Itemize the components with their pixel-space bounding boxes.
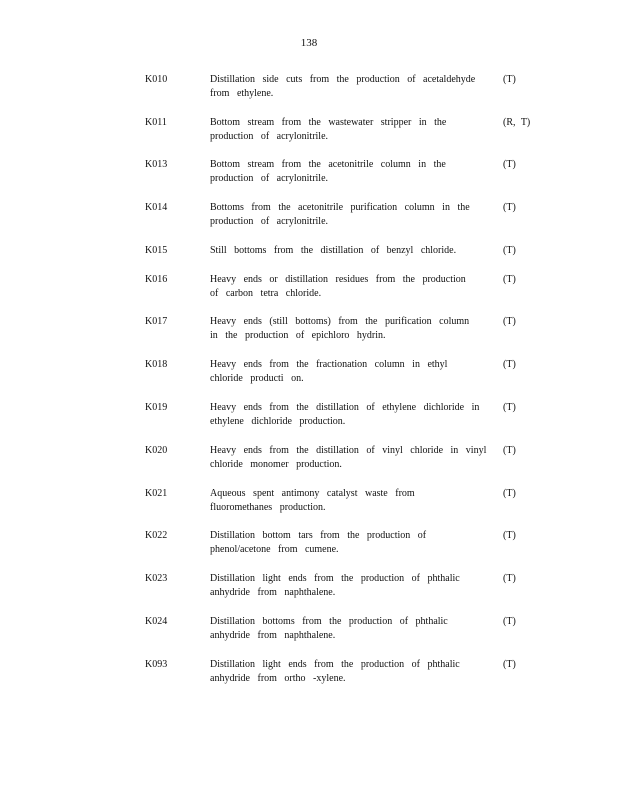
waste-code: K017 bbox=[145, 316, 168, 327]
waste-description bbox=[210, 73, 492, 101]
waste-code: K013 bbox=[145, 159, 168, 170]
description-line-1: Distillation light ends from the production of phthalic bbox=[210, 573, 460, 584]
hazard-code: (R, T) bbox=[503, 117, 531, 128]
hazard-code: (T) bbox=[503, 616, 516, 627]
description-line-1: Heavy ends from the fractionation column in ethyl bbox=[210, 359, 448, 370]
hazard-code: (T) bbox=[503, 659, 516, 670]
description-line-1: Distillation bottom tars from the production of bbox=[210, 530, 427, 541]
description-line-1: Aqueous spent antimony catalyst waste from bbox=[210, 488, 415, 499]
description-line-2: from ethylene. bbox=[210, 88, 274, 99]
waste-description bbox=[210, 116, 492, 144]
hazard-code: (T) bbox=[503, 573, 516, 584]
description-line-1: Heavy ends or distillation residues from the production bbox=[210, 274, 466, 285]
description-line-1: Bottoms from the acetonitrile purification column in the bbox=[210, 202, 470, 213]
waste-description bbox=[210, 529, 492, 557]
hazard-code: (T) bbox=[503, 245, 516, 256]
description-line-1: Distillation side cuts from the production of acetaldehyde bbox=[210, 74, 476, 85]
description-line-1: Bottom stream from the wastewater stripper in the bbox=[210, 117, 447, 128]
waste-code: K018 bbox=[145, 359, 168, 370]
waste-description bbox=[210, 201, 492, 229]
description-line-2: production of acrylonitrile. bbox=[210, 131, 329, 142]
waste-code: K010 bbox=[145, 74, 168, 85]
waste-description bbox=[210, 615, 492, 643]
description-line-2: fluoromethanes production. bbox=[210, 502, 326, 513]
waste-description bbox=[210, 401, 492, 429]
description-line-1: Still bottoms from the distillation of benzyl chloride. bbox=[210, 245, 457, 256]
waste-code: K022 bbox=[145, 530, 168, 541]
waste-description bbox=[210, 444, 492, 472]
description-line-1: Distillation bottoms from the production of phthalic bbox=[210, 616, 448, 627]
description-line-2: production of acrylonitrile. bbox=[210, 173, 329, 184]
hazard-code: (T) bbox=[503, 74, 516, 85]
waste-code: K015 bbox=[145, 245, 168, 256]
description-line-2: production of acrylonitrile. bbox=[210, 216, 329, 227]
hazard-code: (T) bbox=[503, 202, 516, 213]
hazard-code: (T) bbox=[503, 530, 516, 541]
waste-code: K024 bbox=[145, 616, 168, 627]
description-line-2: anhydride from ortho -xylene. bbox=[210, 673, 346, 684]
waste-code: K016 bbox=[145, 274, 168, 285]
waste-description bbox=[210, 315, 492, 343]
description-line-2: in the production of epichloro hydrin. bbox=[210, 330, 386, 341]
description-line-2: ethylene dichloride production. bbox=[210, 416, 346, 427]
description-line-2: chloride monomer production. bbox=[210, 459, 342, 470]
description-line-1: Heavy ends from the distillation of vinyl chloride in vinyl bbox=[210, 445, 487, 456]
description-line-1: Distillation light ends from the production of phthalic bbox=[210, 659, 460, 670]
hazard-code: (T) bbox=[503, 359, 516, 370]
page-number: 138 bbox=[300, 37, 318, 49]
description-line-2: of carbon tetra chloride. bbox=[210, 288, 322, 299]
hazard-code: (T) bbox=[503, 402, 516, 413]
hazard-code: (T) bbox=[503, 445, 516, 456]
waste-code: K014 bbox=[145, 202, 168, 213]
description-line-2: anhydride from naphthalene. bbox=[210, 587, 336, 598]
description-line-1: Heavy ends (still bottoms) from the purification column bbox=[210, 316, 470, 327]
hazard-code: (T) bbox=[503, 274, 516, 285]
waste-description bbox=[210, 244, 492, 258]
waste-code: K023 bbox=[145, 573, 168, 584]
waste-description bbox=[210, 158, 492, 186]
hazard-code: (T) bbox=[503, 488, 516, 499]
description-line-1: Heavy ends from the distillation of ethylene dichloride in bbox=[210, 402, 480, 413]
waste-description bbox=[210, 572, 492, 600]
description-line-1: Bottom stream from the acetonitrile column in the bbox=[210, 159, 446, 170]
description-line-2: anhydride from naphthalene. bbox=[210, 630, 336, 641]
waste-code: K019 bbox=[145, 402, 168, 413]
waste-description bbox=[210, 658, 492, 686]
waste-code: K021 bbox=[145, 488, 168, 499]
waste-description bbox=[210, 273, 492, 301]
description-line-2: phenol/acetone from cumene. bbox=[210, 544, 339, 555]
hazard-code: (T) bbox=[503, 159, 516, 170]
description-line-2: chloride producti on. bbox=[210, 373, 304, 384]
waste-description bbox=[210, 358, 492, 386]
waste-description bbox=[210, 487, 492, 515]
waste-code: K020 bbox=[145, 445, 168, 456]
waste-code: K011 bbox=[145, 117, 167, 128]
hazard-code: (T) bbox=[503, 316, 516, 327]
waste-code: K093 bbox=[145, 659, 168, 670]
